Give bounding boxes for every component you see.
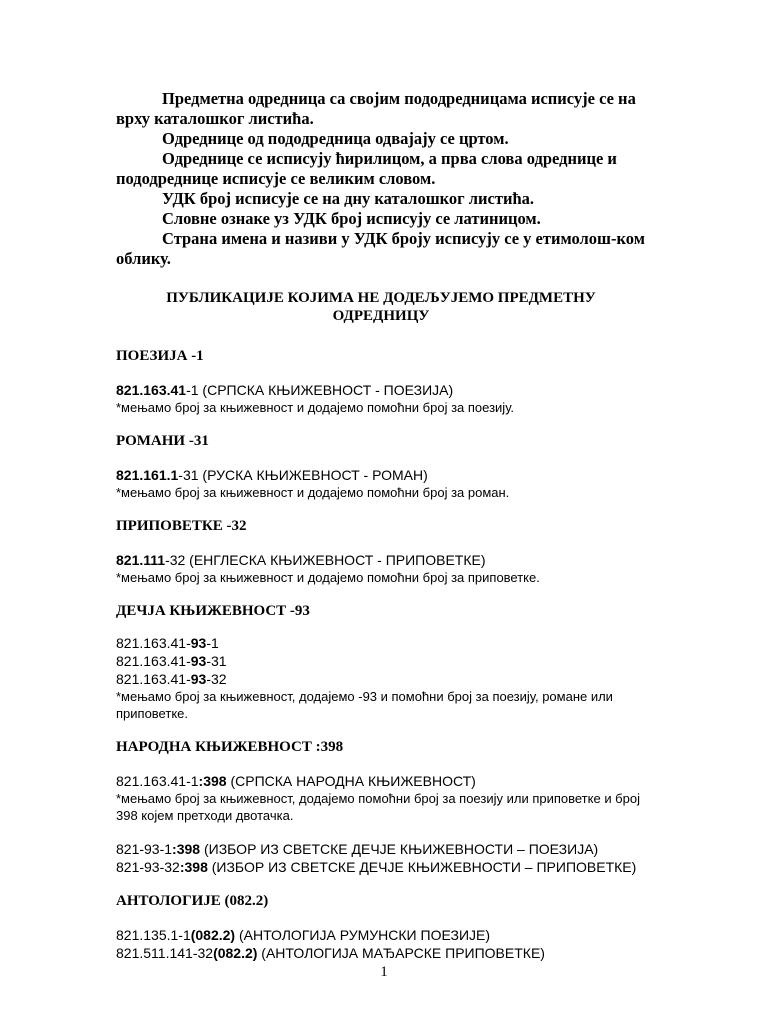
udc-entry <box>116 772 646 790</box>
heading-anthologies: АНТОЛОГИЈЕ (082.2) <box>116 893 269 909</box>
heading-stories: ПРИПОВЕТКЕ -32 <box>116 518 247 534</box>
udc-code-bold: :398 <box>172 841 201 857</box>
udc-entry <box>116 381 646 399</box>
udc-entry <box>116 926 646 944</box>
udc-entry <box>116 652 646 670</box>
udc-entry <box>116 944 646 962</box>
heading-poetry: ПОЕЗИЈА -1 <box>116 348 204 364</box>
note-text: *мењамо број за књижевност, додајемо помоћни број за поезију или приповетке и број 398 којем претходи двотачка. <box>116 791 640 823</box>
udc-code-part: 821.163.41- <box>116 635 191 651</box>
note-text: *мењамо број за књижевност и додајемо помоћни број за роман. <box>116 485 510 500</box>
udc-code: 821.111 <box>116 552 166 568</box>
intro-paragraph: УДК број исписује се на дну каталошког листића. <box>162 189 535 208</box>
udc-code-part: -1 <box>206 635 219 651</box>
intro-paragraph: Одреднице од пододредница одвајају се цртом. <box>162 129 509 148</box>
udc-description: (ИЗБОР ИЗ СВЕТСКЕ ДЕЧЈЕ КЊИЖЕВНОСТИ – ПОЕЗИЈА) <box>200 841 599 857</box>
heading-novels: РОМАНИ -31 <box>116 433 209 449</box>
udc-description: (АНТОЛОГИЈА МАЂАРСКЕ ПРИПОВЕТКЕ) <box>257 945 545 961</box>
udc-description: (АНТОЛОГИЈА РУМУНСКИ ПОЕЗИЈЕ) <box>235 927 491 943</box>
udc-description: -1 (СРПСКА КЊИЖЕВНОСТ - ПОЕЗИЈА) <box>186 382 454 398</box>
udc-code-bold: (082.2) <box>190 927 236 943</box>
section-title-line: ПУБЛИКАЦИЈЕ КОЈИМА НЕ ДОДЕЉУЈЕМО ПРЕДМЕТНУ <box>166 290 596 306</box>
udc-code-bold: (082.2) <box>213 945 258 961</box>
udc-code: 821.161.1 <box>116 467 179 483</box>
note-text: *мењамо број за књижевност и додајемо помоћни број за поезију. <box>116 400 515 415</box>
heading-childrens-literature: ДЕЧЈА КЊИЖЕВНОСТ -93 <box>116 603 310 619</box>
udc-entry <box>116 466 646 484</box>
udc-code-part: 821.163.41- <box>116 653 191 669</box>
udc-code-part: 821-93-32 <box>116 859 180 875</box>
udc-code-part: 821.511.141-32 <box>116 945 214 961</box>
heading-folk-literature: НАРОДНА КЊИЖЕВНОСТ :398 <box>116 739 344 755</box>
udc-code-part: 821.135.1-1 <box>116 927 191 943</box>
udc-entry <box>116 670 646 688</box>
document-page <box>116 89 646 962</box>
intro-paragraph: Одреднице се исписују ћирилицом, а прва слова одреднице и пододреднице исписује се великим словом. <box>116 149 617 188</box>
intro-paragraphs <box>116 89 646 269</box>
udc-code-part: -31 <box>206 653 227 669</box>
page-number: 1 <box>380 964 388 980</box>
udc-code-part: 821-93-1 <box>116 841 173 857</box>
note-text: *мењамо број за књижевност, додајемо -93 и помоћни број за поезију, романе или приповетке. <box>116 689 613 721</box>
udc-entry <box>116 840 646 858</box>
udc-description: (ИЗБОР ИЗ СВЕТСКЕ ДЕЧЈЕ КЊИЖЕВНОСТИ – ПРИПОВЕТКЕ) <box>207 859 637 875</box>
udc-code-bold: 93 <box>190 671 207 687</box>
udc-code-part: 821.163.41- <box>116 671 191 687</box>
udc-entry <box>116 858 646 876</box>
udc-code: 821.163.41 <box>116 382 187 398</box>
udc-code-bold: :398 <box>198 773 227 789</box>
intro-paragraph: Страна имена и називи у УДК броју исписују се у етимолош-ком облику. <box>116 229 645 268</box>
section-title-line: ОДРЕДНИЦУ <box>332 308 430 324</box>
udc-code-bold: :398 <box>179 859 208 875</box>
udc-description: (СРПСКА НАРОДНА КЊИЖЕВНОСТ) <box>226 773 476 789</box>
udc-code-bold: 93 <box>190 653 207 669</box>
udc-code-part: -32 <box>206 671 227 687</box>
intro-paragraph: Предметна одредница са својим пододредницама исписује се на врху каталошког листића. <box>116 89 636 128</box>
udc-description: -32 (ЕНГЛЕСКА КЊИЖЕВНОСТ - ПРИПОВЕТКЕ) <box>165 552 486 568</box>
udc-description: -31 (РУСКА КЊИЖЕВНОСТ - РОМАН) <box>178 467 428 483</box>
section-title <box>116 289 646 325</box>
udc-entry <box>116 634 646 652</box>
udc-code-part: 821.163.41-1 <box>116 773 199 789</box>
udc-entry <box>116 551 646 569</box>
note-text: *мењамо број за књижевност и додајемо помоћни број за приповетке. <box>116 570 540 585</box>
udc-code-bold: 93 <box>190 635 207 651</box>
intro-paragraph: Словне ознаке уз УДК број исписују се латиницом. <box>162 209 541 228</box>
